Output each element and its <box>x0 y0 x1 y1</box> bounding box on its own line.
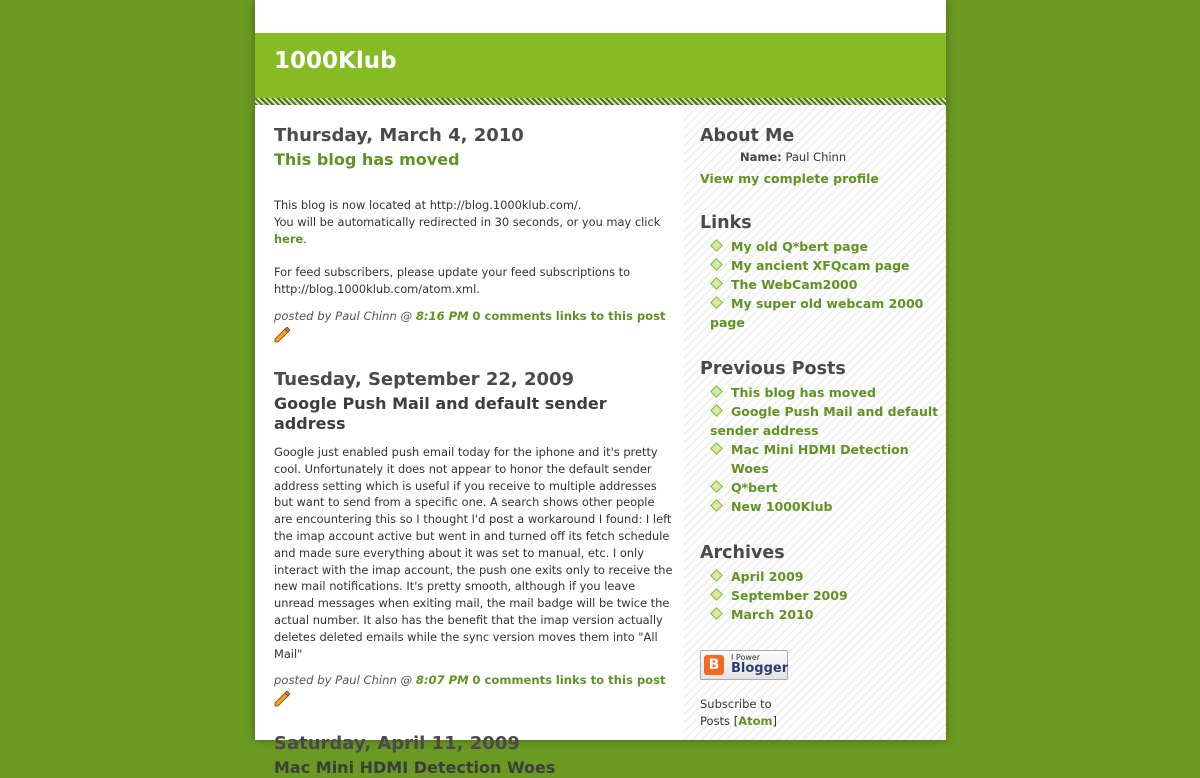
previous-posts-heading: Previous Posts <box>700 359 846 379</box>
links-list <box>700 237 940 332</box>
post-text: You will be automatically redirected in 30 seconds, or you may click here. <box>274 214 661 246</box>
header-border <box>255 98 946 105</box>
name-value: Paul Chinn <box>785 150 847 164</box>
here-link[interactable]: here <box>274 231 304 246</box>
bullet-diamond-icon <box>710 296 723 309</box>
previous-post-link[interactable]: New 1000Klub <box>731 499 833 514</box>
about-heading: About Me <box>700 126 795 146</box>
bullet-diamond-icon <box>710 258 723 271</box>
list-item[interactable] <box>710 275 940 294</box>
post-time-link[interactable]: 8:07 PM <box>415 673 469 688</box>
bullet-diamond-icon <box>710 277 723 290</box>
main-content <box>274 125 674 778</box>
post-date: Saturday, April 11, 2009 <box>274 733 520 755</box>
link-old-webcam[interactable]: My super old webcam 2000 page <box>710 296 924 330</box>
bullet-diamond-icon <box>710 239 723 252</box>
comments-link[interactable]: 0 comments <box>472 308 553 323</box>
link-webcam2000[interactable]: The WebCam2000 <box>731 277 858 292</box>
view-profile-link[interactable]: View my complete profile <box>700 171 879 186</box>
post-title[interactable]: Google Push Mail and default sender address <box>274 393 607 433</box>
posted-by: posted by Paul Chinn @ <box>274 673 413 688</box>
post-date: Tuesday, September 22, 2009 <box>274 368 575 390</box>
list-item[interactable] <box>710 497 940 516</box>
sidebar <box>684 105 946 740</box>
list-item[interactable] <box>710 586 940 605</box>
list-item[interactable] <box>710 402 940 440</box>
bullet-diamond-icon <box>710 385 723 398</box>
archive-link[interactable]: September 2009 <box>731 588 848 603</box>
post-footer <box>274 308 674 343</box>
bullet-diamond-icon <box>710 442 723 455</box>
subscribe-block <box>700 696 940 730</box>
post-text: This blog is now located at http://blog.1000klub.com/. <box>274 198 582 212</box>
post-footer <box>274 672 674 707</box>
links-heading: Links <box>700 213 752 233</box>
post-body <box>274 444 674 662</box>
previous-post-link[interactable]: This blog has moved <box>731 385 876 400</box>
post-body <box>274 197 674 298</box>
previous-post-link[interactable]: Google Push Mail and default sender address <box>710 404 939 438</box>
link-xfqcam[interactable]: My ancient XFQcam page <box>731 258 910 273</box>
posts-feed-line: Posts [Atom] <box>700 714 777 728</box>
list-item[interactable] <box>710 237 940 256</box>
page-container <box>255 0 946 778</box>
powered-main-text: Blogger <box>731 661 789 676</box>
previous-posts-list <box>700 383 940 516</box>
previous-post-link[interactable]: Mac Mini HDMI Detection Woes <box>731 442 909 476</box>
comments-link[interactable]: 0 comments <box>472 673 553 688</box>
list-item[interactable] <box>710 567 940 586</box>
post-title[interactable]: This blog has moved <box>274 150 460 169</box>
list-item[interactable] <box>710 294 940 332</box>
links-to-post-link[interactable]: links to this post <box>555 308 666 323</box>
list-item[interactable] <box>710 383 940 402</box>
post-text: For feed subscribers, please update your feed subscriptions to http://blog.1000klub.com/atom.xml. <box>274 265 631 297</box>
post-text: Google just enabled push email today for the iphone and it's pretty cool. Unfortunately it does not appear to honor the default sender address setting which is useful if you receive to multiple addresses but want to send from a specific one. A search shows other people are encountering this so I thought I'd post a workaround I found: I left the imap account active but went in and turned off its fetch schedule and made sure everything about it was set to manual, etc. I only interact with the imap account, the push one exits only to receive the new mail notifications. It's pretty smooth, although if you leave unread messages when exiting mail, the mail badge will be twice the actual number. It also has the benefit that the imap version actually deletes deleted emails while the sync version moves them into "All Mail" <box>274 444 673 661</box>
archive-link[interactable]: March 2010 <box>731 607 814 622</box>
blog-header <box>255 33 946 105</box>
archives-heading: Archives <box>700 543 785 563</box>
archive-link[interactable]: April 2009 <box>731 569 804 584</box>
name-label: Name: <box>740 150 782 164</box>
edit-pencil-icon[interactable] <box>274 691 290 707</box>
list-item[interactable] <box>710 478 940 497</box>
post <box>274 125 674 343</box>
powered-by-blogger-badge[interactable] <box>700 650 788 680</box>
post-date: Thursday, March 4, 2010 <box>274 125 524 146</box>
list-item[interactable] <box>710 440 940 478</box>
list-item[interactable] <box>710 605 940 624</box>
edit-pencil-icon[interactable] <box>274 327 290 343</box>
posted-by: posted by Paul Chinn @ <box>274 308 413 323</box>
bullet-diamond-icon <box>710 569 723 582</box>
post <box>274 369 674 707</box>
bullet-diamond-icon <box>710 588 723 601</box>
bullet-diamond-icon <box>710 404 723 417</box>
previous-post-link[interactable]: Q*bert <box>731 480 778 495</box>
subscribe-text: Subscribe to <box>700 697 772 711</box>
atom-feed-link[interactable]: Atom <box>738 714 773 728</box>
bullet-diamond-icon <box>710 607 723 620</box>
post <box>274 733 674 778</box>
post-time-link[interactable]: 8:16 PM <box>415 308 469 323</box>
blogger-logo-icon: B <box>704 655 724 675</box>
profile-name <box>740 149 940 165</box>
post-title[interactable]: Mac Mini HDMI Detection Woes <box>274 758 556 778</box>
archives-list <box>700 567 940 624</box>
links-to-post-link[interactable]: links to this post <box>555 673 666 688</box>
bullet-diamond-icon <box>710 499 723 512</box>
powered-top-text: I Power <box>731 653 761 662</box>
list-item[interactable] <box>710 256 940 275</box>
link-qbert[interactable]: My old Q*bert page <box>731 239 868 254</box>
blog-title[interactable]: 1000Klub <box>274 48 397 74</box>
bullet-diamond-icon <box>710 480 723 493</box>
